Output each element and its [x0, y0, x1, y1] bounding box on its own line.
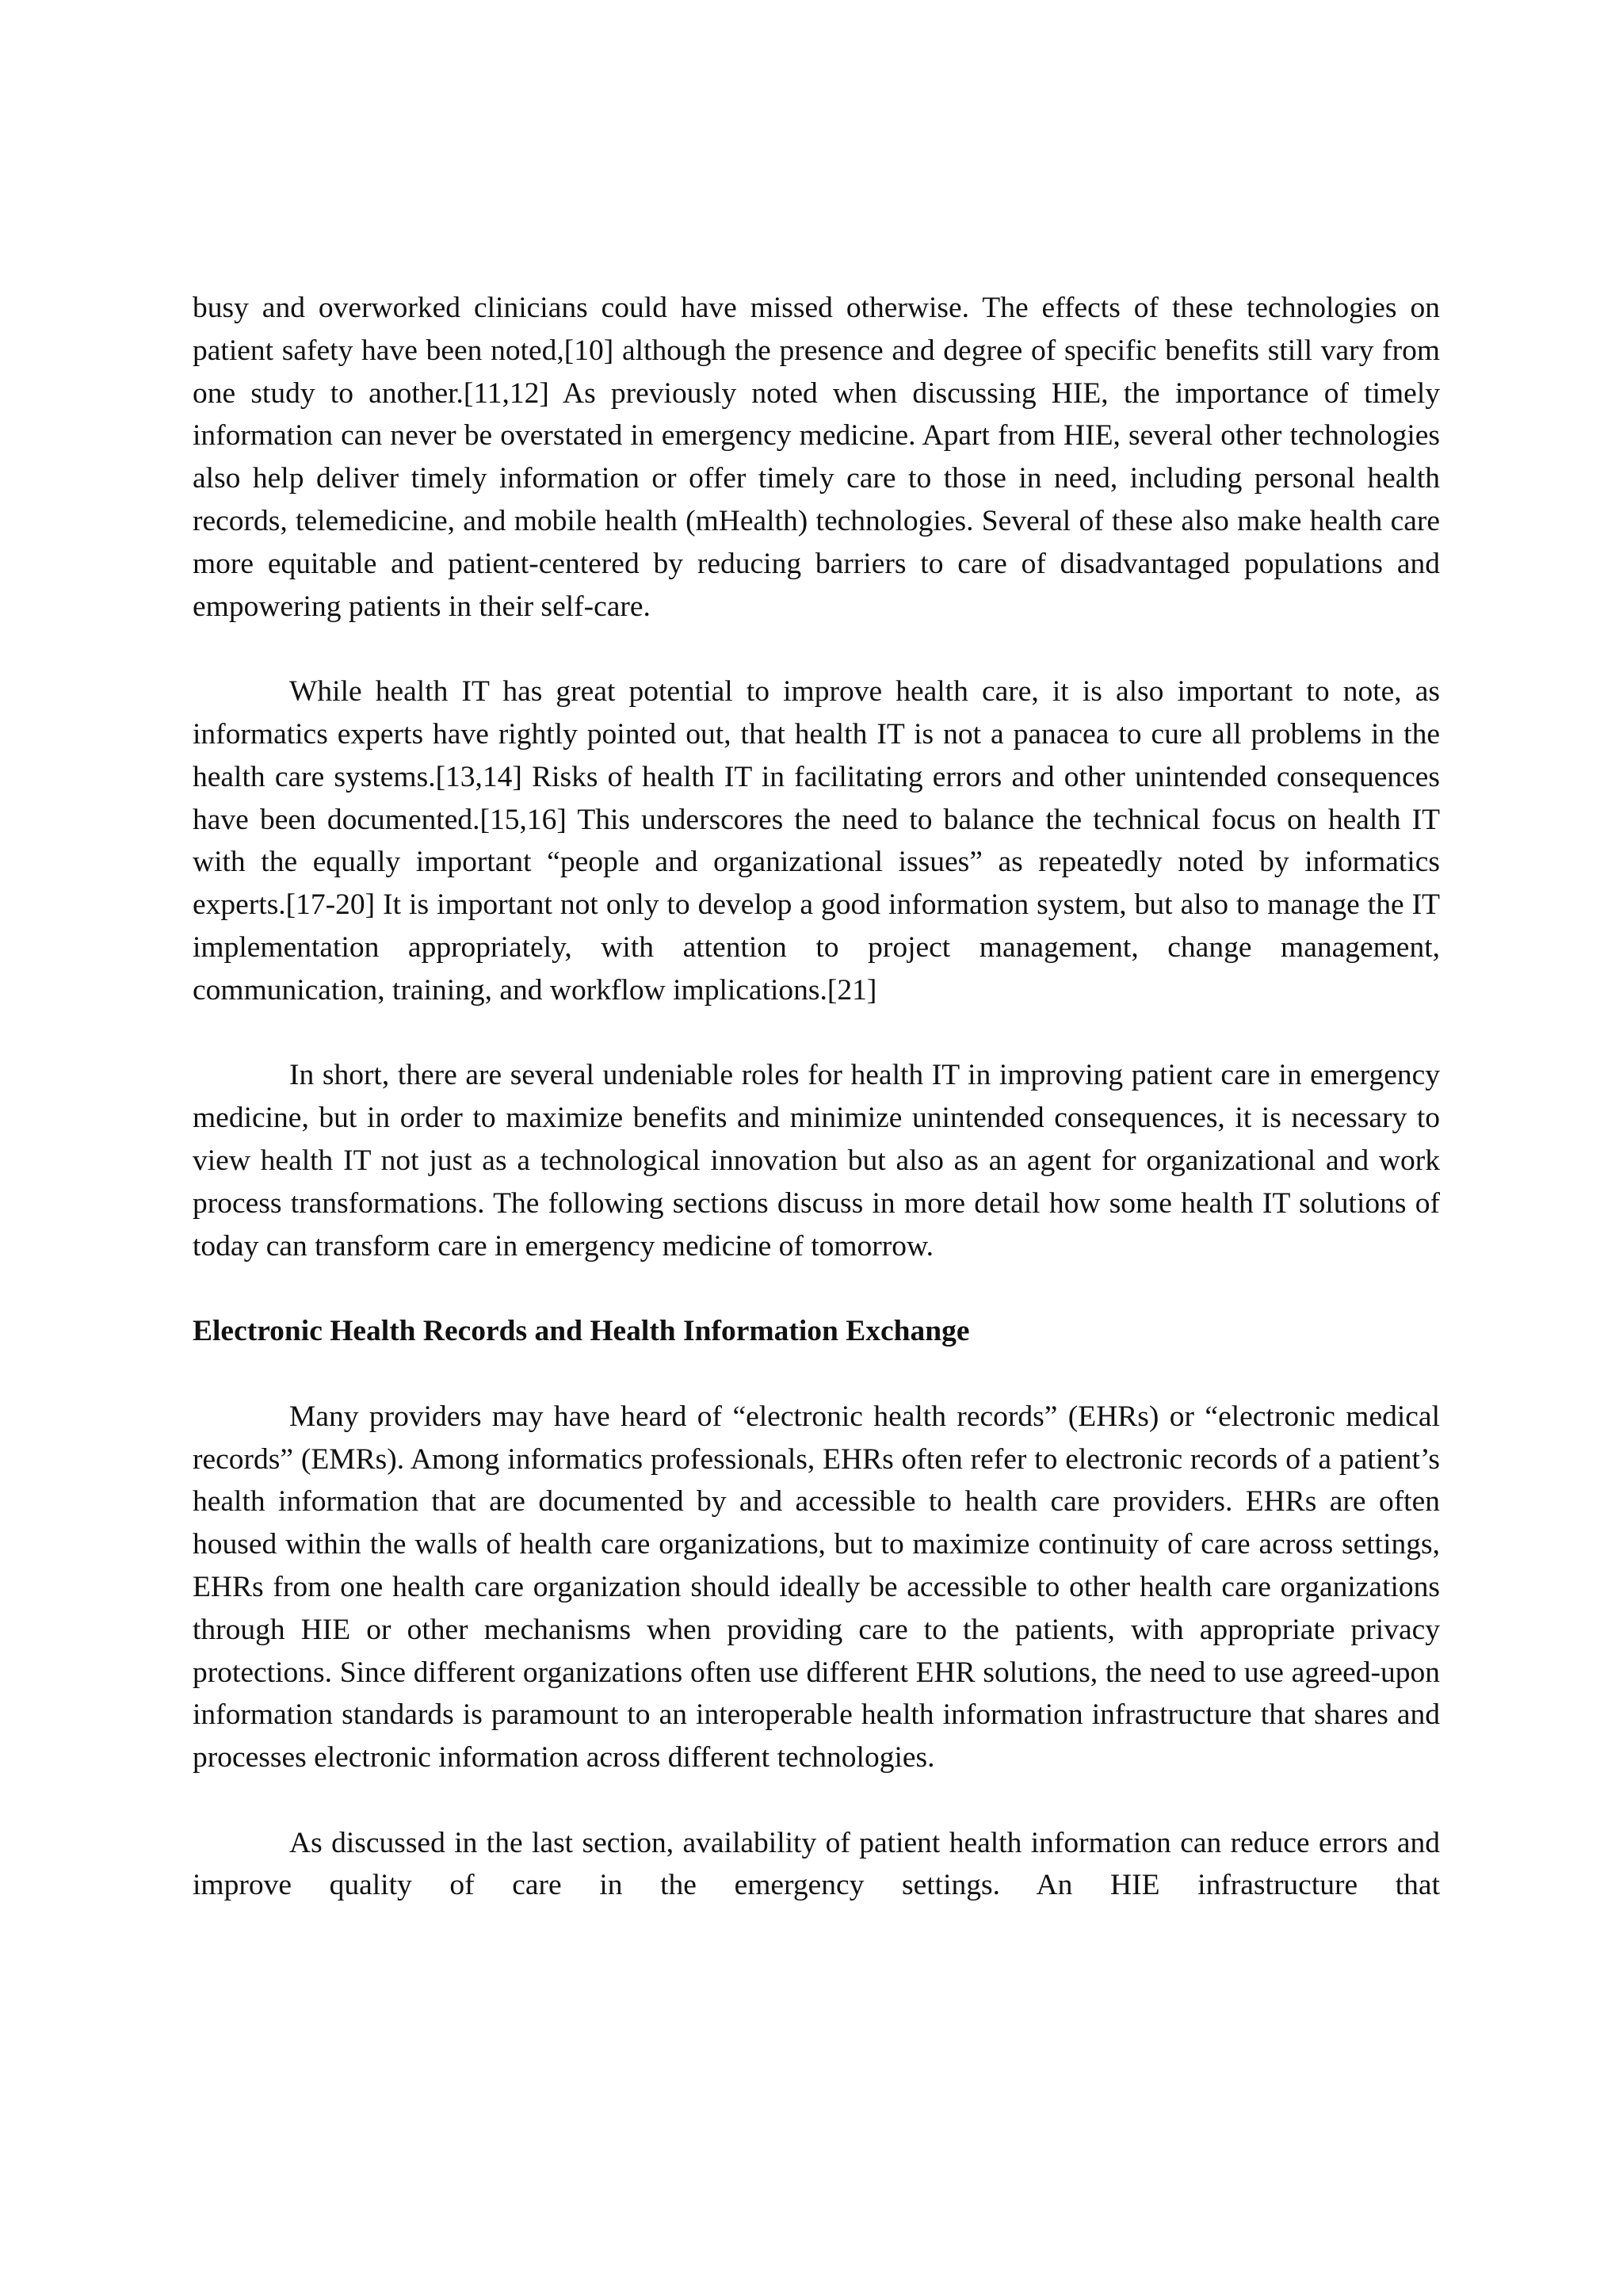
- paragraph-gap: [193, 628, 1440, 670]
- paragraph-health-it-risks: While health IT has great potential to improve health care, it is also important to note, as informatics experts have rightly pointed out, that health IT is not a panacea to cure all problems in the health care systems.[13,14] Risks of health IT in facilitating errors and other unintended consequences have been documented.[15,16] This underscores the need to balance the technical focus on health IT with the equally important “people and organizational issues” as repeatedly noted by informatics experts.[17-20] It is important not only to develop a good information system, but also to manage the IT implementation appropriately, with attention to project management, change management, communication, training, and workflow implications.[21]: [193, 675, 1440, 1007]
- document-body: [193, 287, 1440, 1907]
- paragraph-gap: [193, 1779, 1440, 1822]
- paragraph-continued: busy and overworked clinicians could have missed otherwise. The effects of these technologies on patient safety have been noted,[10] although the presence and degree of specific benefits still vary from one study to another.[11,12] As previously noted when discussing HIE, the importance of timely information can never be overstated in emergency medicine. Apart from HIE, several other technologies also help deliver timely information or offer timely care to those in need, including personal health records, telemedicine, and mobile health (mHealth) technologies. Several of these also make health care more equitable and patient-centered by reducing barriers to care of disadvantaged populations and empowering patients in their self-care.: [193, 292, 1440, 623]
- paragraph-gap: [193, 1012, 1440, 1055]
- paragraph-gap: [193, 1267, 1440, 1310]
- paragraph-ehr-definition: Many providers may have heard of “electronic health records” (EHRs) or “electronic medical records” (EMRs). Among informatics professionals, EHRs often refer to electronic records of a patient’s health information that are documented by and accessible to health care providers. EHRs are often housed within the walls of health care organizations, but to maximize continuity of care across settings, EHRs from one health care organization should ideally be accessible to other health care organizations through HIE or other mechanisms when providing care to the patients, with appropriate privacy protections. Since different organizations often use different EHR solutions, the need to use agreed-upon information standards is paramount to an interoperable health information infrastructure that shares and processes electronic information across different technologies.: [193, 1400, 1440, 1775]
- section-heading: Electronic Health Records and Health Information Exchange: [193, 1315, 970, 1348]
- paragraph-gap: [193, 1353, 1440, 1396]
- paragraph-in-short: In short, there are several undeniable roles for health IT in improving patient care in emergency medicine, but in order to maximize benefits and minimize unintended consequences, it is necessary to view health IT not just as a technological innovation but also as an agent for organizational and work process transformations. The following sections discuss in more detail how some health IT solutions of today can transform care in emergency medicine of tomorrow.: [193, 1059, 1440, 1263]
- paragraph-hie-infrastructure: As discussed in the last section, availability of patient health information can reduce errors and improve quality of care in the emergency settings. An HIE infrastructure that: [193, 1826, 1440, 1902]
